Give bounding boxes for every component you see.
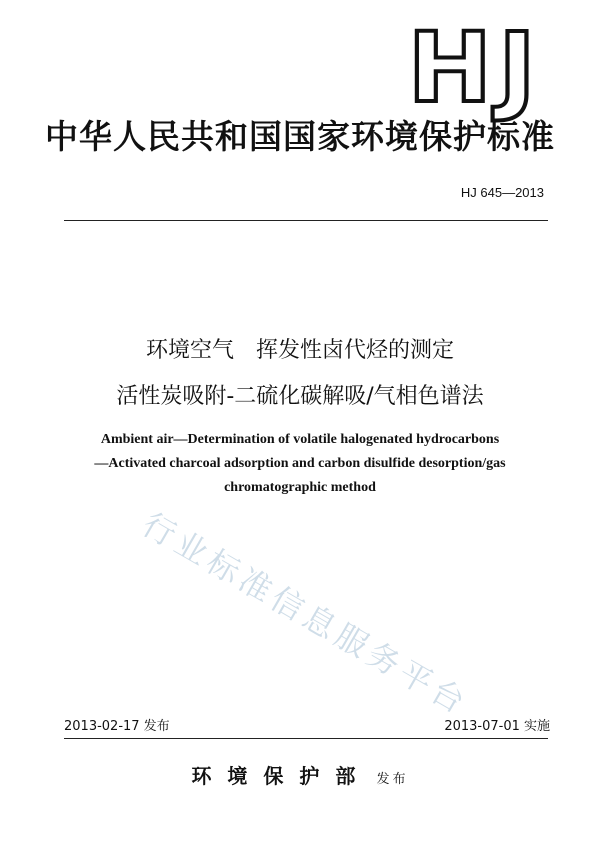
- top-divider: [64, 220, 548, 221]
- issuer-organization: 环境保护部: [191, 764, 372, 788]
- bottom-divider: [64, 738, 548, 739]
- publish-date: 2013-02-17 发布: [64, 719, 170, 734]
- hj-logo: HJ: [407, 12, 542, 124]
- issuer-suffix: 发布: [376, 772, 409, 787]
- english-title-line-1: Ambient air—Determination of volatile halogenated hydrocarbons: [100, 432, 500, 447]
- issuer-line: [0, 760, 600, 789]
- english-title-line-2: —Activated charcoal adsorption and carbon disulfide desorption/gas: [94, 456, 506, 471]
- chinese-title-line-2: 活性炭吸附-二硫化碳解吸/气相色谱法: [116, 384, 484, 409]
- standard-number: HJ 645—2013: [460, 185, 544, 200]
- implement-date: 2013-07-01 实施: [444, 719, 550, 734]
- standard-series-title: 中华人民共和国国家环境保护标准: [45, 117, 555, 156]
- english-title-line-3: chromatographic method: [224, 480, 376, 495]
- chinese-title-line-1: 环境空气 挥发性卤代烃的测定: [145, 338, 454, 363]
- watermark: 行业标准信息服务平台: [136, 505, 476, 724]
